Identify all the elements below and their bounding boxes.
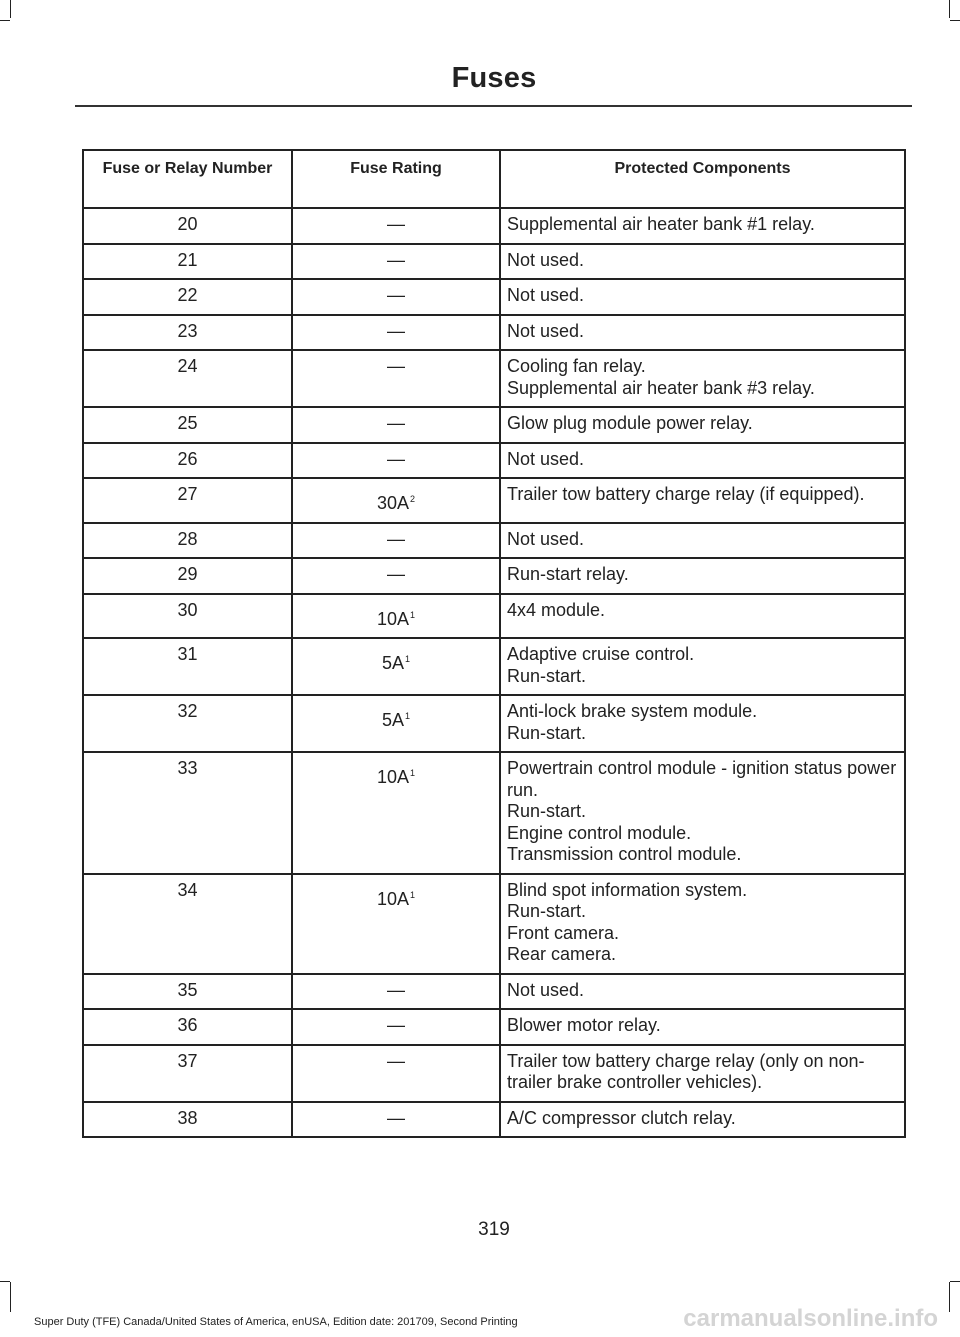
table-row	[83, 523, 905, 559]
protected-components-cell	[500, 974, 905, 1010]
fuse-number-cell: 20	[83, 208, 292, 244]
protected-components-cell	[500, 1045, 905, 1102]
protected-components-cell	[500, 558, 905, 594]
fuse-number-cell: 37	[83, 1045, 292, 1102]
component-line: Anti-lock brake system module.	[507, 701, 758, 721]
component-line: Run-start relay.	[507, 564, 629, 584]
protected-components-cell	[500, 208, 905, 244]
fuse-rating-cell	[292, 1009, 500, 1045]
fuse-number-cell: 35	[83, 974, 292, 1010]
footnote-marker: 1	[405, 654, 411, 664]
crop-mark	[950, 1281, 960, 1282]
watermark: carmanualsonline.info	[683, 1305, 938, 1332]
fuse-rating-cell	[292, 874, 500, 974]
fuse-rating-value: 10A	[376, 767, 409, 787]
crop-mark	[0, 1281, 10, 1282]
header-protected-components: Protected Components	[500, 150, 905, 208]
table-row	[83, 279, 905, 315]
fuse-rating-value: 5A	[381, 710, 404, 730]
fuse-rating-value: —	[387, 448, 405, 469]
fuse-rating-value: —	[387, 1107, 405, 1128]
protected-components-cell	[500, 523, 905, 559]
table-row	[83, 478, 905, 523]
fuse-rating-cell	[292, 1102, 500, 1138]
fuse-number-cell: 21	[83, 244, 292, 280]
component-line: Trailer tow battery charge relay (only on non-trailer brake controller vehicles).	[507, 1050, 865, 1092]
fuse-number-cell: 38	[83, 1102, 292, 1138]
component-line: Not used.	[507, 249, 585, 270]
component-line: Supplemental air heater bank #1 relay.	[507, 214, 815, 234]
fuse-rating-value: —	[387, 285, 405, 305]
table-row	[83, 974, 905, 1010]
component-line: Run-start.	[507, 801, 587, 821]
protected-components-cell	[500, 1102, 905, 1138]
fuse-rating-value: 30A	[376, 493, 409, 513]
table-row	[83, 208, 905, 244]
title-divider	[75, 105, 912, 107]
component-line: Cooling fan relay.	[507, 356, 646, 376]
crop-mark	[10, 0, 11, 18]
table-row	[83, 407, 905, 443]
protected-components-cell	[500, 478, 905, 523]
fuse-rating-cell	[292, 594, 500, 639]
component-line: Supplemental air heater bank #3 relay.	[507, 377, 815, 398]
component-line: Rear camera.	[507, 944, 617, 964]
component-line: Blind spot information system.	[507, 879, 748, 900]
fuse-rating-value: —	[387, 356, 405, 376]
component-line: Blower motor relay.	[507, 1015, 661, 1035]
component-line: Not used.	[507, 285, 585, 305]
fuse-number-cell: 25	[83, 407, 292, 443]
component-line: Not used.	[507, 320, 585, 341]
fuse-rating-cell	[292, 244, 500, 280]
protected-components-cell	[500, 752, 905, 874]
crop-mark	[10, 1282, 11, 1312]
page-number: 319	[478, 1219, 510, 1240]
table-row	[83, 244, 905, 280]
protected-components-cell	[500, 350, 905, 407]
fuse-rating-cell	[292, 443, 500, 479]
component-line: Front camera.	[507, 922, 620, 943]
component-line: 4x4 module.	[507, 599, 606, 620]
table-row	[83, 752, 905, 874]
crop-mark	[0, 20, 10, 21]
protected-components-cell	[500, 244, 905, 280]
component-line: Transmission control module.	[507, 844, 742, 864]
fuse-rating-value: —	[387, 979, 405, 1000]
fuse-rating-cell	[292, 208, 500, 244]
fuse-table-body	[83, 208, 905, 1137]
fuse-rating-cell	[292, 558, 500, 594]
footnote-marker: 1	[410, 889, 416, 900]
header-fuse-rating: Fuse Rating	[292, 150, 500, 208]
footnote-marker: 1	[410, 768, 416, 778]
table-row	[83, 1045, 905, 1102]
fuse-rating-cell	[292, 752, 500, 874]
fuse-rating-cell	[292, 478, 500, 523]
fuse-rating-cell	[292, 407, 500, 443]
component-line: Glow plug module power relay.	[507, 413, 753, 433]
fuse-number-cell: 36	[83, 1009, 292, 1045]
protected-components-cell	[500, 874, 905, 974]
protected-components-cell	[500, 695, 905, 752]
footnote-marker: 1	[405, 711, 411, 721]
fuse-rating-cell	[292, 315, 500, 351]
page-title: Fuses	[451, 62, 537, 94]
table-header-row	[83, 150, 905, 208]
component-line: Run-start.	[507, 722, 587, 743]
table-row	[83, 315, 905, 351]
table-row	[83, 350, 905, 407]
fuse-rating-value: —	[387, 214, 405, 234]
fuse-rating-value: 10A	[376, 608, 409, 629]
fuse-number-cell: 24	[83, 350, 292, 407]
fuse-rating-value: —	[387, 1050, 405, 1071]
fuse-number-cell: 31	[83, 638, 292, 695]
fuse-number-cell: 26	[83, 443, 292, 479]
fuse-number-cell: 32	[83, 695, 292, 752]
crop-mark	[949, 1282, 950, 1312]
fuse-rating-cell	[292, 1045, 500, 1102]
protected-components-cell	[500, 407, 905, 443]
fuse-number-cell: 29	[83, 558, 292, 594]
fuse-rating-value: 5A	[381, 653, 404, 673]
table-row	[83, 594, 905, 639]
protected-components-cell	[500, 279, 905, 315]
fuse-rating-value: —	[387, 320, 405, 341]
protected-components-cell	[500, 638, 905, 695]
component-line: Trailer tow battery charge relay (if equipped).	[507, 484, 865, 504]
fuse-number-cell: 30	[83, 594, 292, 639]
protected-components-cell	[500, 443, 905, 479]
protected-components-cell	[500, 315, 905, 351]
component-line: Engine control module.	[507, 822, 692, 843]
fuse-rating-value: —	[387, 413, 405, 433]
fuse-number-cell: 28	[83, 523, 292, 559]
fuse-number-cell: 34	[83, 874, 292, 974]
table-row	[83, 443, 905, 479]
fuse-number-cell: 22	[83, 279, 292, 315]
table-row	[83, 695, 905, 752]
component-line: Not used.	[507, 528, 585, 549]
footnote-marker: 2	[410, 494, 416, 504]
fuse-rating-value: —	[387, 1015, 405, 1035]
fuse-rating-cell	[292, 350, 500, 407]
footer-text: Super Duty (TFE) Canada/United States of America, enUSA, Edition date: 201709, Second Printing	[34, 1316, 518, 1328]
fuse-number-cell: 23	[83, 315, 292, 351]
fuse-number-cell: 27	[83, 478, 292, 523]
table-row	[83, 558, 905, 594]
fuse-rating-cell	[292, 279, 500, 315]
fuse-rating-cell	[292, 974, 500, 1010]
fuse-rating-cell	[292, 638, 500, 695]
component-line: Not used.	[507, 448, 585, 469]
fuse-table	[82, 149, 906, 1138]
table-row	[83, 1009, 905, 1045]
fuse-rating-value: —	[387, 564, 405, 584]
protected-components-cell	[500, 1009, 905, 1045]
component-line: Not used.	[507, 979, 585, 1000]
component-line: Adaptive cruise control.	[507, 644, 695, 664]
component-line: Powertrain control module - ignition status power run.	[507, 758, 897, 800]
header-fuse-number: Fuse or Relay Number	[83, 150, 292, 208]
table-row	[83, 1102, 905, 1138]
table-row	[83, 874, 905, 974]
footnote-marker: 1	[410, 609, 416, 620]
fuse-rating-value: —	[387, 249, 405, 270]
fuse-rating-value: 10A	[376, 888, 409, 909]
component-line: Run-start.	[507, 665, 587, 686]
component-line: A/C compressor clutch relay.	[507, 1107, 736, 1128]
fuse-rating-cell	[292, 523, 500, 559]
crop-mark	[949, 0, 950, 18]
fuse-rating-cell	[292, 695, 500, 752]
crop-mark	[950, 20, 960, 21]
fuse-number-cell: 33	[83, 752, 292, 874]
fuse-rating-value: —	[387, 528, 405, 549]
component-line: Run-start.	[507, 901, 587, 921]
protected-components-cell	[500, 594, 905, 639]
table-row	[83, 638, 905, 695]
